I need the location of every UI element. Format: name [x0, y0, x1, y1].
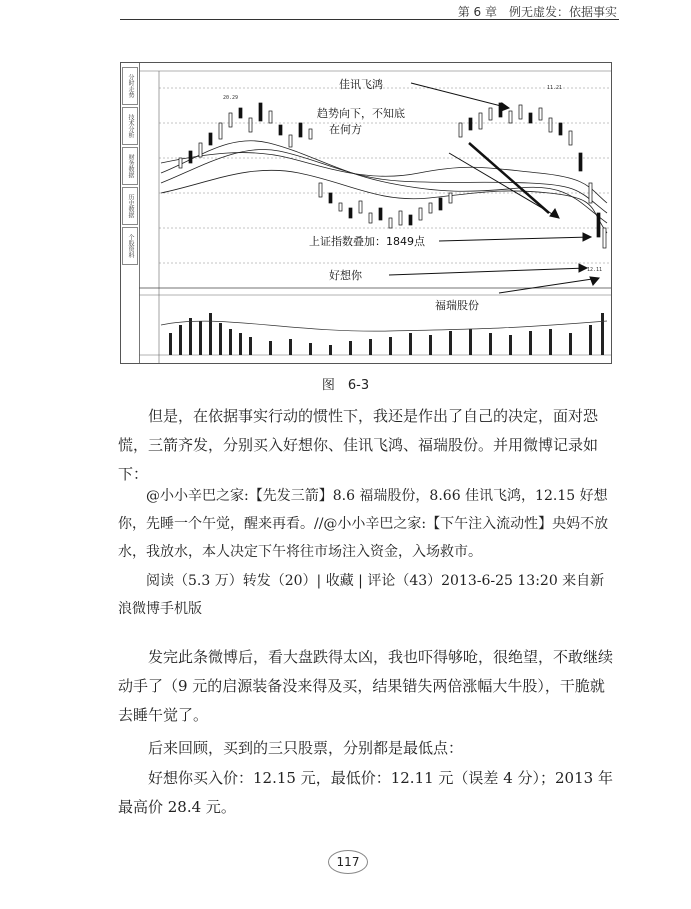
price-label-jiaxun: 11.21 — [547, 85, 563, 91]
annotation-index: 上证指数叠加：1849点 — [309, 235, 425, 248]
price-label-low: 12.11 — [587, 267, 603, 273]
paragraph: 后来回顾，买到的三只股票，分别都是最低点： — [148, 739, 464, 757]
stock-chart-figure — [120, 62, 612, 364]
figure-caption: 图 6-3 — [321, 378, 370, 393]
annotation-jiaxun: 佳讯飞鸿 — [339, 78, 383, 91]
weibo-meta: 阅读（5.3 万）转发（20）| 收藏 | 评论（43）2013-6-25 13:20 来自新浪微博手机版 — [118, 573, 605, 617]
annotation-furui: 福瑞股份 — [435, 299, 479, 312]
chapter-title: 第 6 章 例无虚发：依据事实 — [457, 5, 617, 19]
side-tab[interactable]: 个股资料 — [122, 227, 138, 265]
paragraph: 发完此条微博后，看大盘跌得太凶，我也吓得够呛，很绝望，不敢继续动手了（9 元的启源装备没来得及买，结果错失两倍涨幅大牛股），干脆就去睡午觉了。 — [118, 648, 614, 724]
annotation-trend-line1: 趋势向下，不知底 — [317, 107, 405, 120]
paragraph: 但是，在依据事实行动的惯性下，我还是作出了自己的决定，面对恐慌，三箭齐发，分别买入好想你、佳讯飞鸿、福瑞股份。并用微博记录如下： — [118, 407, 599, 483]
side-tab[interactable]: 财务数据 — [122, 147, 138, 185]
page-number: 117 — [328, 850, 368, 874]
kline-chart — [139, 63, 611, 363]
side-tab[interactable]: 历史数据 — [122, 187, 138, 225]
annotation-trend-line2: 在何方 — [329, 123, 362, 136]
paragraph: 好想你买入价：12.15 元，最低价：12.11 元（误差 4 分）；2013 年最高价 28.4 元。 — [118, 769, 613, 816]
page-header — [0, 0, 691, 24]
weibo-quote: @小小辛巴之家:【先发三箭】8.6 福瑞股份，8.66 佳讯飞鸿，12.15 好想你，先睡一个午觉，醒来再看。//@小小辛巴之家:【下午注入流动性】央妈不放水，我放水，本人决定下午将往市场注入资金，入场救市。 — [118, 488, 609, 560]
side-tab[interactable]: 技术分析 — [122, 107, 138, 145]
chart-side-tabs — [121, 63, 140, 363]
annotation-haoxiangni: 好想你 — [329, 269, 362, 282]
price-label-high: 20.29 — [223, 95, 239, 101]
side-tab[interactable]: 分时走势 — [122, 67, 138, 105]
